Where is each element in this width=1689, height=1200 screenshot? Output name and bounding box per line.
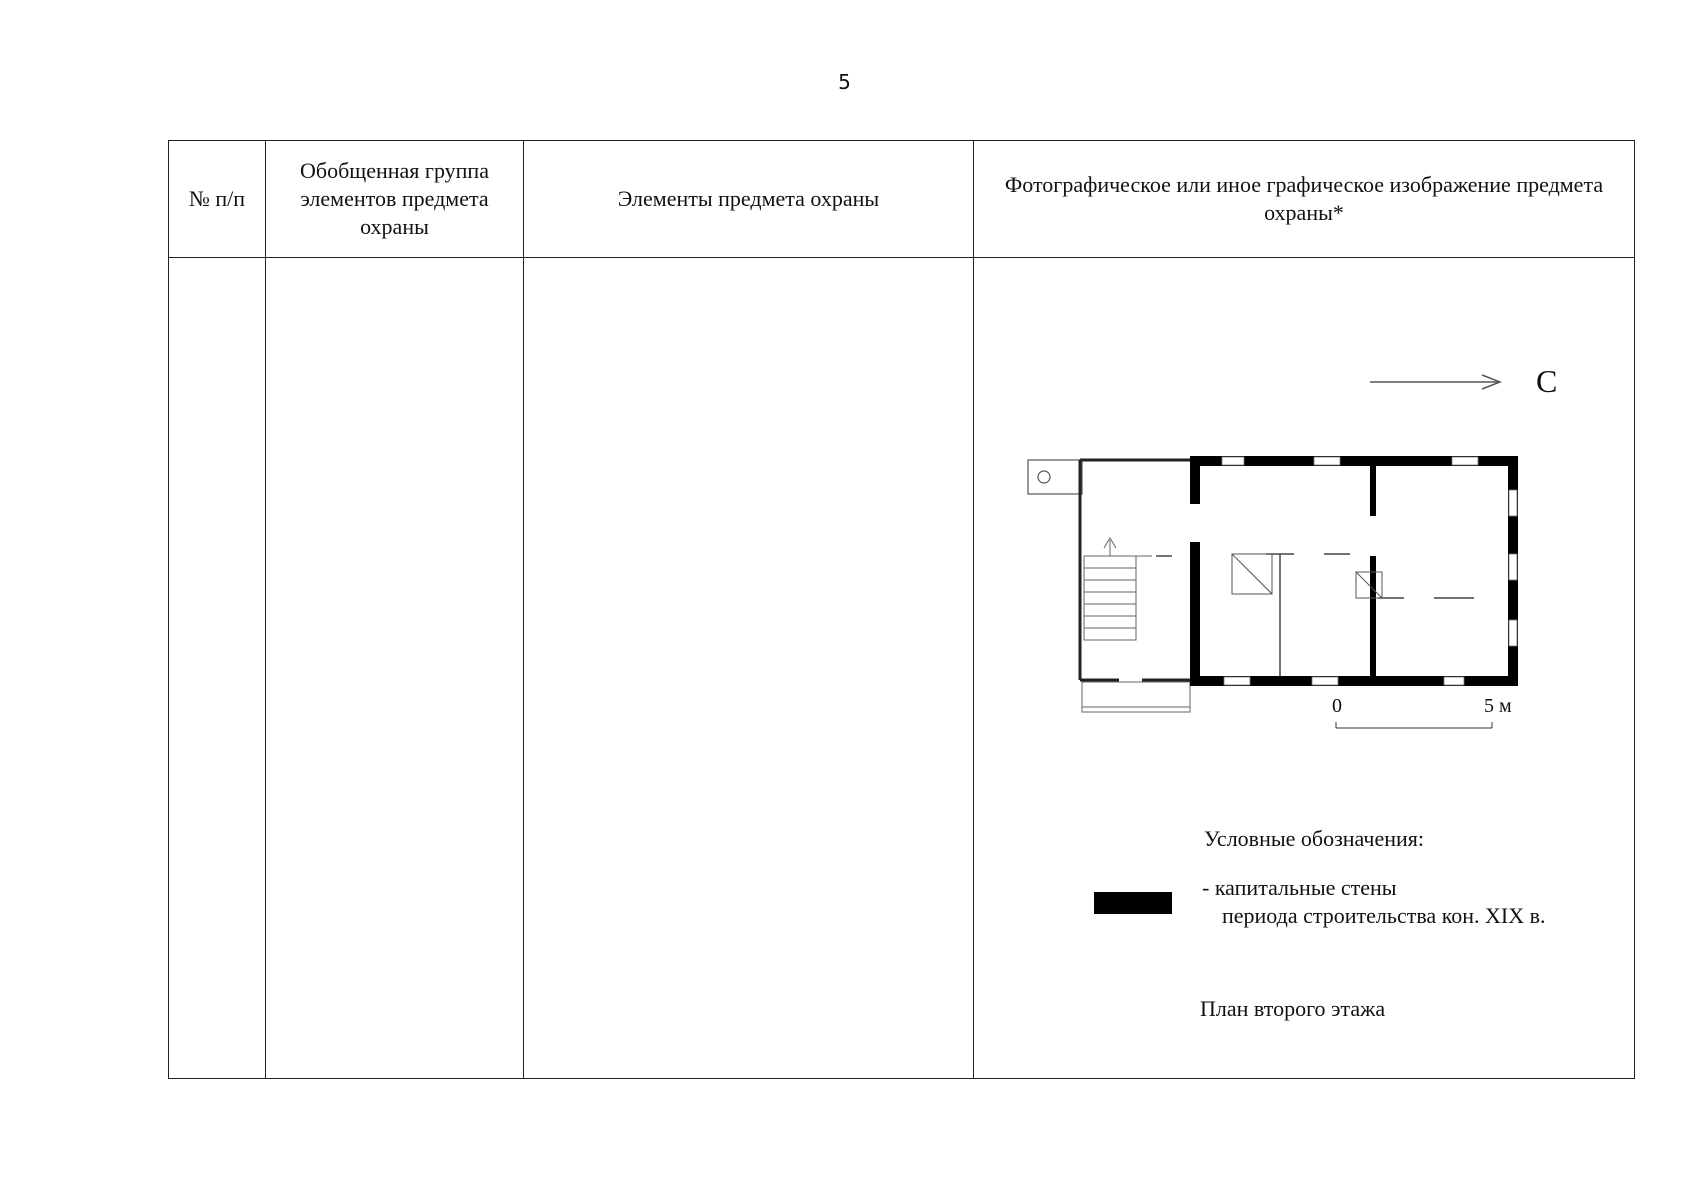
stair-hall-walls (1080, 460, 1194, 680)
header-number: № п/п (169, 141, 266, 258)
header-image: Фотографическое или иное графическое изображение предмета охраны* (974, 141, 1635, 258)
stove-outline (1028, 460, 1082, 494)
legend-capital-wall-swatch (1094, 892, 1172, 914)
scale-bar (1336, 722, 1492, 728)
header-group: Обобщенная группа элементов предмета охраны (266, 141, 524, 258)
scale-end-label: 5 м (1484, 695, 1512, 717)
cell-image (974, 258, 1635, 1079)
page-number: 5 (838, 70, 851, 94)
floor-plan-drawing (974, 258, 1635, 1078)
plan-caption: План второго этажа (1200, 996, 1386, 1021)
scale-start-label: 0 (1332, 695, 1342, 717)
fixture-boxes (1232, 554, 1382, 598)
cell-group (266, 258, 524, 1079)
table-row (169, 258, 1635, 1079)
cell-elements (524, 258, 974, 1079)
staircase-steps (1084, 538, 1152, 640)
protection-subject-table (168, 140, 1635, 1079)
porch-outline (1082, 682, 1190, 712)
legend-title: Условные обозначения: (1204, 826, 1425, 851)
table-header-row (169, 141, 1635, 258)
legend-item (1202, 874, 1546, 930)
north-label: С (1536, 363, 1558, 399)
cell-number (169, 258, 266, 1079)
capital-walls (1190, 456, 1518, 686)
legend-item-line2: периода строительства кон. XIX в. (1222, 903, 1546, 928)
interior-partitions (1156, 554, 1474, 676)
window-openings (1222, 457, 1517, 685)
north-arrow-icon (1370, 375, 1500, 389)
header-elements: Элементы предмета охраны (524, 141, 974, 258)
legend-item-line1: - капитальные стены (1202, 875, 1397, 900)
